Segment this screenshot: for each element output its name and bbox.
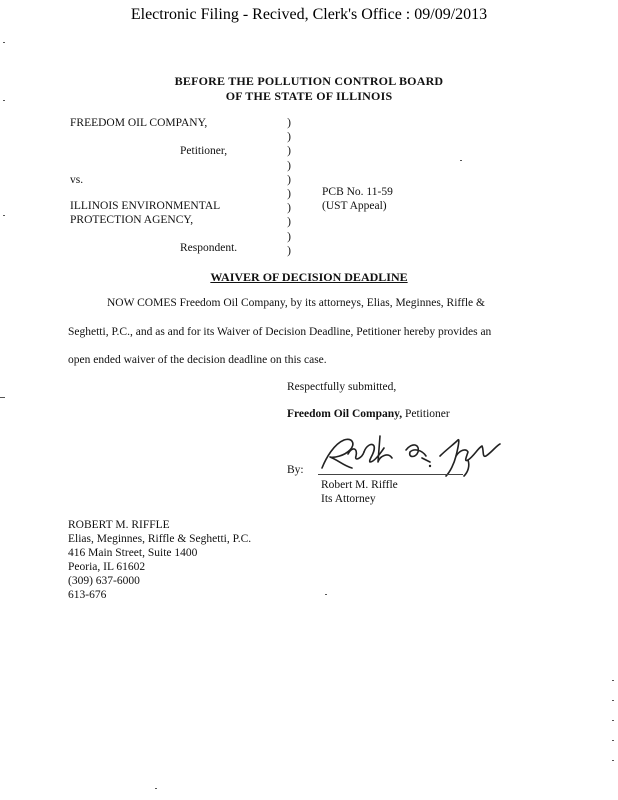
scan-speck: [460, 160, 462, 161]
caption-paren: ): [287, 230, 291, 243]
attorney-street: 416 Main Street, Suite 1400: [68, 547, 198, 559]
scan-speck: [325, 594, 327, 595]
scan-speck: [3, 215, 5, 216]
body-line-2: Seghetti, P.C., and as and for its Waiver of Decision Deadline, Petitioner hereby provides an: [68, 326, 492, 338]
by-label: By:: [287, 464, 304, 476]
scan-mark: [0, 397, 5, 398]
petitioner-role: Petitioner,: [180, 145, 228, 157]
caption-paren: ): [287, 117, 291, 129]
caption-paren: ): [287, 159, 291, 172]
caption-paren: ): [287, 145, 291, 158]
filing-header: Electronic Filing - Recived, Clerk's Office : 09/09/2013: [130, 6, 488, 23]
scan-speck: [612, 740, 614, 741]
caption-paren: ): [287, 188, 291, 201]
court-name-line2: OF THE STATE OF ILLINOIS: [225, 89, 393, 103]
attorney-firm: Elias, Meginnes, Riffle & Seghetti, P.C.: [68, 533, 252, 545]
signing-party-role: Petitioner: [402, 408, 450, 420]
attorney-name: ROBERT M. RIFFLE: [68, 519, 170, 531]
attorney-file-number: 613-676: [68, 589, 107, 601]
caption-paren: ): [287, 131, 291, 144]
signer-name: Robert M. Riffle: [321, 479, 398, 491]
body-line-1: NOW COMES Freedom Oil Company, by its attorneys, Elias, Meginnes, Riffle &: [107, 297, 485, 309]
versus: vs.: [70, 174, 84, 186]
document-title: WAIVER OF DECISION DEADLINE: [210, 270, 408, 284]
respondent-name-line2: PROTECTION AGENCY,: [70, 214, 194, 226]
court-name-line1: BEFORE THE POLLUTION CONTROL BOARD: [174, 74, 444, 88]
caption-parentheses: [284, 116, 294, 258]
caption-paren: ): [287, 244, 291, 257]
signature-image: [318, 432, 508, 478]
signer-title: Its Attorney: [321, 493, 376, 505]
attorney-city: Peoria, IL 61602: [68, 561, 146, 573]
caption-paren: ): [287, 202, 291, 215]
respondent-name-line1: ILLINOIS ENVIRONMENTAL: [70, 200, 221, 212]
attorney-phone: (309) 637-6000: [68, 575, 140, 587]
body-line-3: open ended waiver of the decision deadline on this case.: [68, 354, 327, 366]
petitioner-name: FREEDOM OIL COMPANY,: [70, 117, 208, 129]
respectfully-submitted: Respectfully submitted,: [287, 381, 397, 393]
scan-speck: [3, 100, 5, 101]
case-type: (UST Appeal): [322, 200, 387, 212]
scan-speck: [3, 42, 5, 43]
respondent-role: Respondent.: [180, 242, 238, 254]
signing-party: [287, 408, 450, 420]
caption-paren: ): [287, 173, 291, 186]
scan-speck: [155, 788, 157, 789]
scan-speck: [612, 720, 614, 721]
case-number: PCB No. 11-59: [322, 186, 393, 198]
scan-speck: [612, 680, 614, 681]
caption-paren: ): [287, 216, 291, 229]
scan-speck: [612, 760, 614, 761]
signature-line: [318, 474, 463, 475]
scan-speck: [612, 700, 614, 701]
signing-party-name: Freedom Oil Company,: [287, 408, 403, 420]
